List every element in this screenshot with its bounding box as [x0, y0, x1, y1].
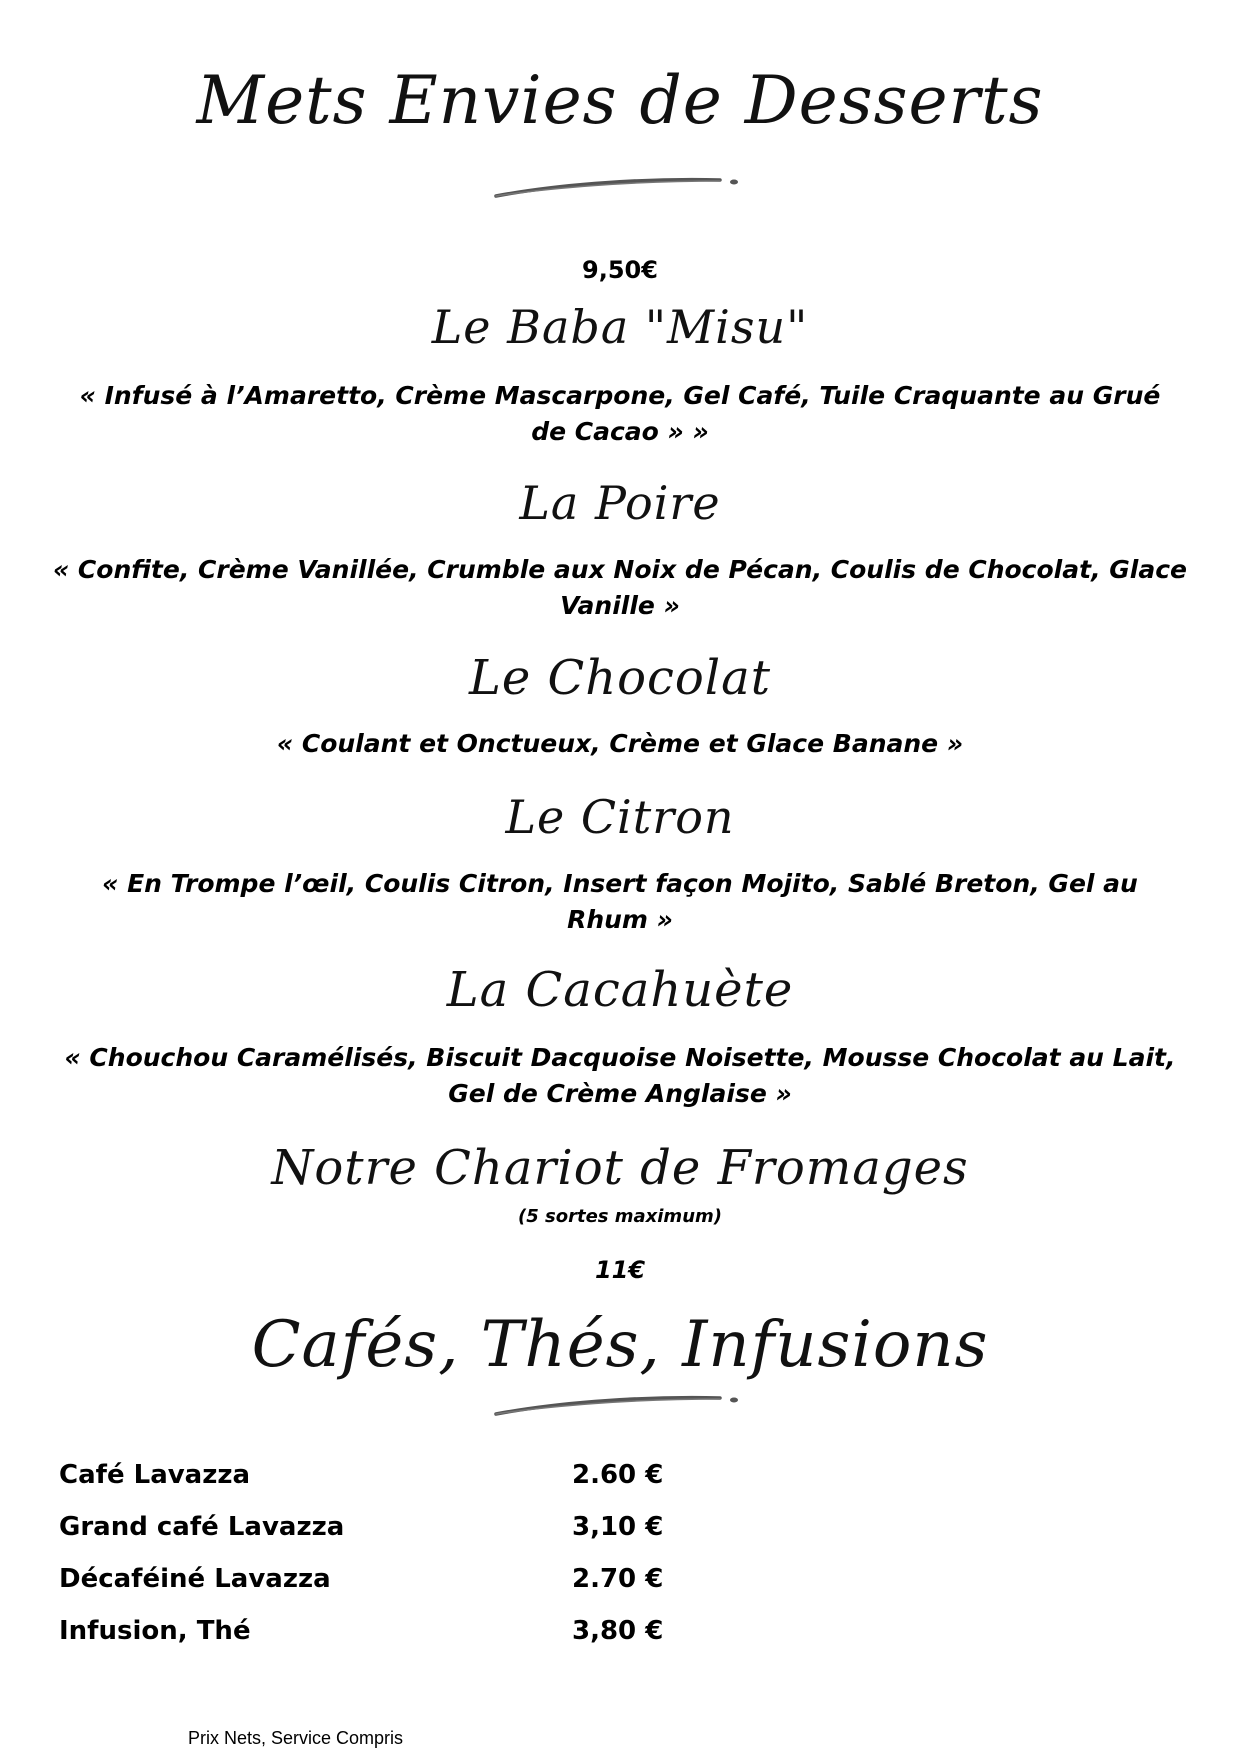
- dessert-name: Le Chocolat: [468, 650, 772, 706]
- cheese-price: 11€: [594, 1256, 646, 1284]
- drink-price: 3,80 €: [572, 1616, 664, 1646]
- dessert-description: « Coulant et Onctueux, Crème et Glace Banane »: [276, 729, 964, 758]
- drink-price: 3,10 €: [572, 1512, 664, 1542]
- page-title: Mets Envies de Desserts: [196, 62, 1044, 139]
- dessert-description: « Chouchou Caramélisés, Biscuit Dacquoise Noisette, Mousse Chocolat au Lait, Gel de Crème Anglaise »: [64, 1043, 1176, 1108]
- drink-label: Infusion, Thé: [59, 1616, 251, 1646]
- drink-label: Café Lavazza: [59, 1460, 251, 1490]
- drinks-divider: [490, 1390, 750, 1420]
- drink-price: 2.70 €: [572, 1564, 664, 1594]
- drink-label: Décaféiné Lavazza: [59, 1564, 331, 1594]
- dessert-name: Le Baba "Misu": [431, 300, 809, 354]
- drinks-title: Cafés, Thés, Infusions: [251, 1308, 989, 1382]
- footer-note: Prix Nets, Service Compris: [188, 1728, 404, 1748]
- drink-label: Grand café Lavazza: [59, 1512, 345, 1542]
- dessert-name: La Poire: [519, 476, 721, 530]
- cheese-title: Notre Chariot de Fromages: [271, 1140, 969, 1196]
- dessert-description: « Infusé à l’Amaretto, Crème Mascarpone, Gel Café, Tuile Craquante au Grué de Cacao » »: [79, 381, 1161, 446]
- dessert-description: « En Trompe l’œil, Coulis Citron, Insert façon Mojito, Sablé Breton, Gel au Rhum »: [102, 869, 1138, 934]
- title-divider: [490, 172, 750, 202]
- dessert-description: « Confite, Crème Vanillée, Crumble aux Noix de Pécan, Coulis de Chocolat, Glace Vanille »: [52, 555, 1188, 620]
- dessert-price: 9,50€: [582, 256, 658, 284]
- drink-price: 2.60 €: [572, 1460, 664, 1490]
- cheese-note: (5 sortes maximum): [517, 1206, 722, 1227]
- dessert-name: Le Citron: [505, 790, 735, 844]
- dessert-name: La Cacahuète: [446, 962, 794, 1018]
